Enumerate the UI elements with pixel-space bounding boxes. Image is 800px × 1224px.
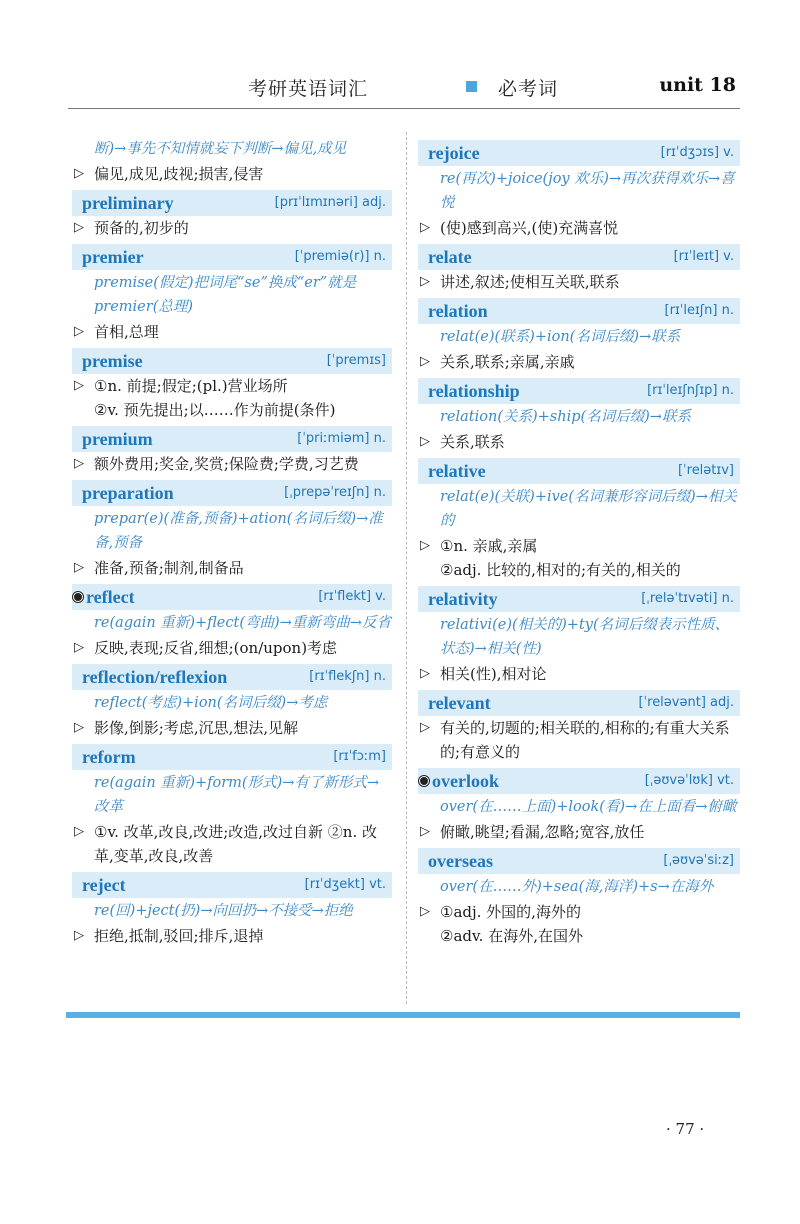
pronunciation: [rɪˈleɪʃnʃɪp] n. xyxy=(647,383,734,398)
etymology: reflect(考虑)+ion(名词后缀)→考虑 xyxy=(94,695,328,711)
pronunciation: [prɪˈlɪmɪnəri] adj. xyxy=(274,195,386,210)
definition-text: 讲述,叙述;使相互关联,联系 xyxy=(440,273,620,291)
triangle-icon: ▷ xyxy=(74,166,84,181)
etymology: relativi(e)(相关的)+ty(名词后缀表示性质、状态)→相关(性) xyxy=(440,617,730,657)
triangle-icon: ▷ xyxy=(420,274,430,289)
headword-row xyxy=(418,768,740,794)
definition xyxy=(72,636,392,660)
headword xyxy=(82,426,153,452)
etymology: re(再次)+joice(joy 欢乐)→再次获得欢乐→喜悦 xyxy=(440,171,735,211)
headword-text: premise xyxy=(82,351,143,371)
definition xyxy=(418,350,740,374)
headword xyxy=(418,768,499,794)
headword-text: relative xyxy=(428,461,486,481)
triangle-icon: ▷ xyxy=(74,324,84,339)
definition-text: 准备,预备;制剂,制备品 xyxy=(94,559,244,577)
headword xyxy=(428,244,472,270)
definition-text: 拒绝,抵制,驳回;排斥,退掉 xyxy=(94,927,264,945)
headword xyxy=(82,348,143,374)
triangle-icon: ▷ xyxy=(420,354,430,369)
headword-text: relationship xyxy=(428,381,520,401)
headword-text: overseas xyxy=(428,851,493,871)
headword-row xyxy=(418,378,740,404)
definition xyxy=(72,556,392,580)
definition-text: 首相,总理 xyxy=(94,323,159,341)
definition xyxy=(72,216,392,240)
headword xyxy=(428,458,486,484)
triangle-icon: ▷ xyxy=(420,434,430,449)
triangle-icon: ▷ xyxy=(420,904,430,919)
headword xyxy=(428,378,520,404)
pronunciation: [rɪˈfɔːm] xyxy=(333,749,386,764)
definition-text: (使)感到高兴,(使)充满喜悦 xyxy=(440,219,619,237)
headword xyxy=(428,586,498,612)
etymology: 断)→事先不知情就妄下判断→偏见,成见 xyxy=(94,141,347,157)
definition-text: ②adv. 在海外,在国外 xyxy=(440,927,583,945)
etymology: re(回)+ject(扔)→向回扔→不接受→拒绝 xyxy=(94,903,353,919)
definition-text: ①n. 前提;假定;(pl.)营业场所 xyxy=(94,377,288,395)
etymology: re(again 重新)+form(形式)→有了新形式→改革 xyxy=(94,775,380,815)
definition-text: 影像,倒影;考虑,沉思,想法,见解 xyxy=(94,719,299,737)
pronunciation: [ˌreləˈtɪvəti] n. xyxy=(641,591,734,606)
pronunciation: [rɪˈleɪt] v. xyxy=(673,249,734,264)
column-divider xyxy=(406,132,407,1004)
definition xyxy=(418,216,740,240)
headword-text: preparation xyxy=(82,483,174,503)
pronunciation: [rɪˈflekt] v. xyxy=(318,589,386,604)
pronunciation: [rɪˈdʒekt] vt. xyxy=(304,877,386,892)
pronunciation: [ˈrelətɪv] xyxy=(677,463,734,478)
headword-text: preliminary xyxy=(82,193,174,213)
pronunciation: [rɪˈdʒɔɪs] v. xyxy=(660,145,734,160)
definition xyxy=(72,820,392,868)
headword-text: premium xyxy=(82,429,153,449)
definition-text: 预备的,初步的 xyxy=(94,219,189,237)
left-column xyxy=(72,136,392,948)
triangle-icon: ▷ xyxy=(74,824,84,839)
headword-row xyxy=(72,426,392,452)
headword-text: premier xyxy=(82,247,144,267)
headword-text: reform xyxy=(82,747,136,767)
headword xyxy=(82,664,227,690)
etymology: re(again 重新)+flect(弯曲)→重新弯曲→反省 xyxy=(94,615,391,631)
definition xyxy=(72,162,392,186)
definition xyxy=(418,900,740,924)
headword xyxy=(72,584,135,610)
etymology: relat(e)(关联)+ive(名词兼形容词后缀)→相关的 xyxy=(440,489,737,529)
headword-text: rejoice xyxy=(428,143,480,163)
definition-text: 俯瞰,眺望;看漏,忽略;宽容,放任 xyxy=(440,823,645,841)
definition xyxy=(418,924,740,948)
triangle-icon: ▷ xyxy=(420,666,430,681)
pronunciation: [rɪˈflekʃn] n. xyxy=(309,669,386,684)
right-column xyxy=(418,136,740,948)
headword-text: relativity xyxy=(428,589,498,609)
definition xyxy=(72,716,392,740)
triangle-icon: ▷ xyxy=(74,378,84,393)
headword xyxy=(428,140,480,166)
headword-text: reject xyxy=(82,875,126,895)
pronunciation: [ˈpremiə(r)] n. xyxy=(294,249,386,264)
headword xyxy=(82,480,174,506)
pronunciation: [ˌəʊvəˈsiːz] xyxy=(663,853,734,868)
headword-row xyxy=(72,664,392,690)
definition xyxy=(418,820,740,844)
definition xyxy=(72,924,392,948)
headword-row xyxy=(418,140,740,166)
etymology: over(在……上面)+look(看)→在上面看→俯瞰 xyxy=(440,799,737,815)
headword-row xyxy=(72,348,392,374)
definition xyxy=(72,398,392,422)
triangle-icon: ▷ xyxy=(74,720,84,735)
definition-text: 反映,表现;反省,细想;(on/upon)考虑 xyxy=(94,639,338,657)
etymology: premise(假定)把词尾“se”换成“er”就是 premier(总理) xyxy=(94,275,357,315)
pronunciation: [ˈreləvənt] adj. xyxy=(638,695,734,710)
definition xyxy=(418,270,740,294)
headword-text: relate xyxy=(428,247,472,267)
definition-text: 关系,联系 xyxy=(440,433,505,451)
etymology: over(在……外)+sea(海,海洋)+s→在海外 xyxy=(440,879,714,895)
triangle-icon: ▷ xyxy=(74,456,84,471)
headword-row xyxy=(418,848,740,874)
headword xyxy=(82,872,126,898)
definition-text: 有关的,切题的;相关联的,相称的;有重大关系的;有意义的 xyxy=(440,719,730,761)
definition xyxy=(418,430,740,454)
triangle-icon: ▷ xyxy=(420,538,430,553)
header-rule xyxy=(68,108,740,109)
page-number: · 77 · xyxy=(666,1120,705,1138)
triangle-icon: ▷ xyxy=(74,560,84,575)
definition-text: 相关(性),相对论 xyxy=(440,665,547,683)
footer-bar xyxy=(66,1012,740,1018)
etymology: relation(关系)+ship(名词后缀)→联系 xyxy=(440,409,691,425)
page-header xyxy=(68,72,740,106)
triangle-icon: ▷ xyxy=(74,640,84,655)
headword-text: reflection/reflexion xyxy=(82,667,228,687)
triangle-icon: ▷ xyxy=(420,720,430,735)
headword-text: overlook xyxy=(432,771,499,791)
headword-row xyxy=(418,458,740,484)
headword-row xyxy=(72,480,392,506)
key-word-dot-icon xyxy=(73,592,83,602)
pronunciation: [ˌprepəˈreɪʃn] n. xyxy=(284,485,386,500)
pronunciation: [ˈpremɪs] xyxy=(326,353,386,368)
pronunciation: [rɪˈleɪʃn] n. xyxy=(664,303,734,318)
headword xyxy=(82,190,174,216)
unit-label: unit 18 xyxy=(659,74,736,96)
definition-text: ②v. 预先提出;以……作为前提(条件) xyxy=(94,401,336,419)
section-title: 必考词 xyxy=(498,78,559,100)
book-title: 考研英语词汇 xyxy=(248,78,369,100)
headword xyxy=(428,298,488,324)
triangle-icon: ▷ xyxy=(74,220,84,235)
headword xyxy=(428,690,491,716)
definition-text: ①v. 改革,改良,改进;改造,改过自新 ②n. 改革,变革,改良,改善 xyxy=(94,823,378,865)
headword-row xyxy=(72,872,392,898)
definition-text: 额外费用;奖金,奖赏;保险费;学费,习艺费 xyxy=(94,455,359,473)
definition-text: ②adj. 比较的,相对的;有关的,相关的 xyxy=(440,561,681,579)
headword-row xyxy=(72,744,392,770)
definition xyxy=(418,716,740,764)
headword xyxy=(428,848,493,874)
headword-text: reflect xyxy=(86,587,135,607)
definition-text: 偏见,成见,歧视;损害,侵害 xyxy=(94,165,264,183)
triangle-icon: ▷ xyxy=(420,220,430,235)
headword-row xyxy=(72,584,392,610)
definition xyxy=(418,558,740,582)
headword xyxy=(82,744,136,770)
headword xyxy=(82,244,144,270)
headword-row xyxy=(418,586,740,612)
pronunciation: [ˈpriːmiəm] n. xyxy=(297,431,386,446)
etymology: prepar(e)(准备,预备)+ation(名词后缀)→准备,预备 xyxy=(94,511,383,551)
triangle-icon: ▷ xyxy=(74,928,84,943)
square-bullet-icon xyxy=(466,81,477,92)
headword-text: relation xyxy=(428,301,488,321)
headword-row xyxy=(72,190,392,216)
pronunciation: [ˌəʊvəˈlʊk] vt. xyxy=(644,773,734,788)
definition xyxy=(72,374,392,398)
definition xyxy=(72,320,392,344)
headword-row xyxy=(418,244,740,270)
definition-text: ①n. 亲戚,亲属 xyxy=(440,537,538,555)
key-word-dot-icon xyxy=(419,776,429,786)
headword-row xyxy=(418,690,740,716)
definition-text: 关系,联系;亲属,亲戚 xyxy=(440,353,575,371)
etymology: relat(e)(联系)+ion(名词后缀)→联系 xyxy=(440,329,681,345)
triangle-icon: ▷ xyxy=(420,824,430,839)
headword-text: relevant xyxy=(428,693,491,713)
definition-text: ①adj. 外国的,海外的 xyxy=(440,903,581,921)
headword-row xyxy=(418,298,740,324)
definition xyxy=(418,662,740,686)
definition xyxy=(72,452,392,476)
headword-row xyxy=(72,244,392,270)
definition xyxy=(418,534,740,558)
